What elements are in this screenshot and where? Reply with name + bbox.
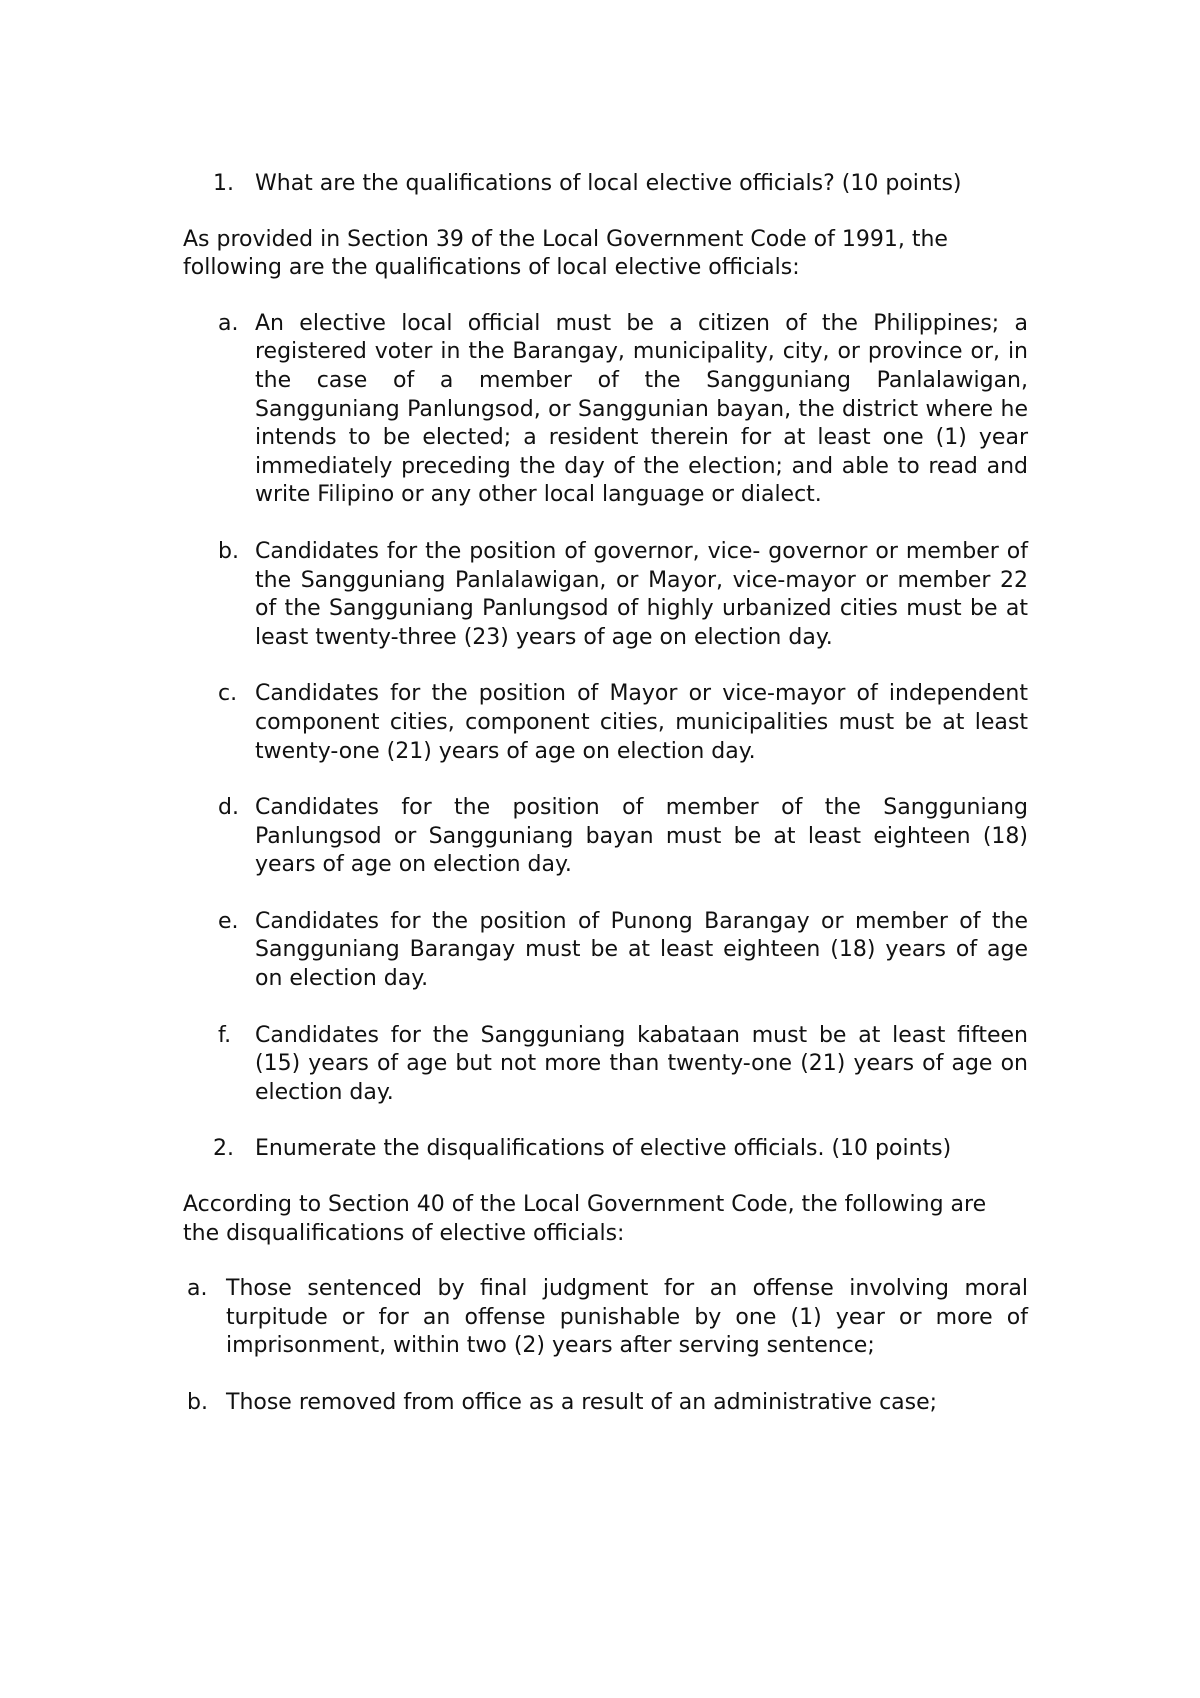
question-2 (213, 1135, 1028, 1164)
item-text: Those removed from office as a result of an administrative case; (226, 1390, 938, 1415)
question-1-number: 1. (213, 171, 234, 196)
qualification-item-a (218, 310, 1028, 510)
item-text: Candidates for the position of Punong Barangay or member of the Sangguniang Barangay must be at least eighteen (18) years of age on election day. (255, 908, 1028, 992)
question-1 (213, 170, 1028, 199)
disqualification-item-b (183, 1389, 1028, 1418)
qualifications-list (218, 310, 1028, 1108)
item-letter: b. (218, 538, 239, 564)
item-letter: b. (187, 1390, 208, 1415)
qualification-item-f (218, 1022, 1028, 1108)
qualification-item-e (218, 908, 1028, 994)
disqualification-item-a (183, 1275, 1028, 1361)
item-letter: e. (218, 908, 239, 934)
document-page (183, 170, 1028, 1446)
item-text: Candidates for the position of Mayor or vice-mayor of independent component cities, component cities, municipalities must be at least twenty-one (21) years of age on election day. (255, 681, 1028, 764)
question-1-text: What are the qualifications of local elective officials? (10 points) (255, 171, 962, 196)
qualification-item-c (218, 680, 1028, 766)
item-text: Those sentenced by final judgment for an offense involving moral turpitude or for an offense punishable by one (1) year or more of imprisonment, within two (2) years after serving sentence; (226, 1276, 1028, 1359)
question-2-number: 2. (213, 1136, 234, 1162)
item-text: Candidates for the position of member of the Sangguniang Panlungsod or Sangguniang bayan must be at least eighteen (18) years of age on election day. (255, 795, 1028, 878)
item-letter: d. (218, 795, 239, 821)
item-letter: a. (187, 1276, 208, 1302)
question-2-text: Enumerate the disqualifications of elective officials. (10 points) (255, 1136, 952, 1162)
item-letter: a. (218, 310, 239, 336)
answer-2-intro: According to Section 40 of the Local Government Code, the following are the disqualifications of elective officials: (183, 1192, 987, 1246)
item-text: Candidates for the position of governor, vice- governor or member of the Sangguniang Panlalawigan, or Mayor, vice-mayor or member 22 of the Sangguniang Panlungsod of highly urbanized cities must be at least twenty-three (23) years of age on election day. (255, 538, 1028, 650)
qualification-item-d (218, 794, 1028, 880)
qualification-item-b (218, 538, 1028, 652)
item-letter: f. (218, 1022, 232, 1048)
item-text: An elective local official must be a citizen of the Philippines; a registered voter in the Barangay, municipality, city, or province or, in the case of a member of the Sangguniang Panlalawigan, Sangguniang Panlungsod, or Sanggunian bayan, the district where he intends to be elected; a resident therein for at least one (1) year immediately preceding the day of the election; and able to read and write Filipino or any other local language or dialect. (255, 310, 1028, 508)
item-letter: c. (218, 681, 238, 707)
disqualifications-list (183, 1275, 1028, 1417)
item-text: Candidates for the Sangguniang kabataan must be at least fifteen (15) years of age but not more than twenty-one (21) years of age on election day. (255, 1022, 1028, 1105)
answer-1-intro: As provided in Section 39 of the Local Government Code of 1991, the following are the qualifications of local elective officials: (183, 226, 948, 281)
